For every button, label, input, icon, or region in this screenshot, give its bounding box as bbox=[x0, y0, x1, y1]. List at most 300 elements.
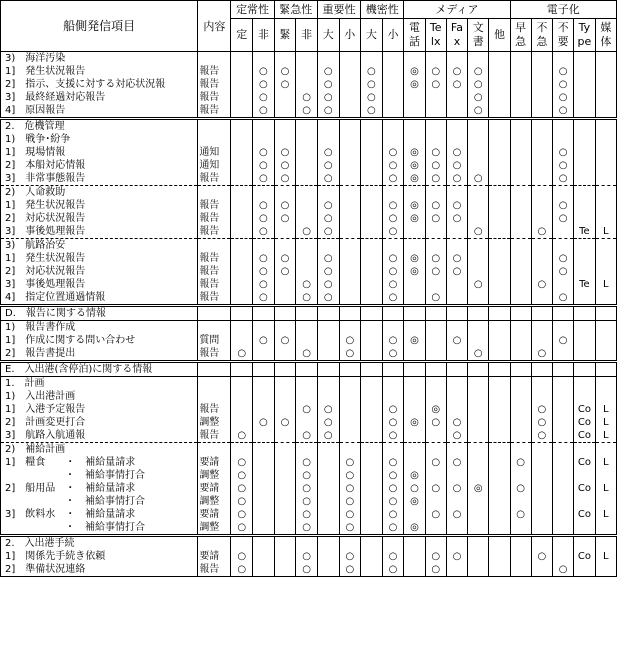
row-item-label: 1) 戦争･紛争 bbox=[1, 133, 198, 146]
row-item-label: 1] 発生状況報告 bbox=[1, 252, 198, 265]
row-mark-cell bbox=[574, 390, 595, 403]
row-mark-cell bbox=[253, 482, 275, 495]
row-mark-cell bbox=[531, 456, 552, 469]
row-item-label: 3) 航路治安 bbox=[1, 239, 198, 253]
row-mark-cell: ○ bbox=[552, 159, 573, 172]
row-mark-cell: ○ bbox=[274, 334, 296, 347]
row-mark-cell bbox=[253, 239, 275, 253]
row-mark-cell bbox=[531, 469, 552, 482]
row-mark-cell bbox=[574, 443, 595, 457]
row-mark-cell bbox=[468, 362, 489, 377]
row-mark-cell: ○ bbox=[296, 347, 318, 362]
row-mark-cell bbox=[595, 563, 616, 577]
row-mark-cell bbox=[468, 416, 489, 429]
row-content-type: 報告 bbox=[198, 104, 231, 119]
row-mark-cell: ○ bbox=[425, 172, 446, 186]
row-mark-cell bbox=[510, 416, 531, 429]
row-mark-cell bbox=[382, 65, 404, 78]
row-mark-cell bbox=[510, 186, 531, 200]
row-mark-cell bbox=[425, 362, 446, 377]
row-mark-cell bbox=[404, 239, 425, 253]
row-content-type bbox=[198, 377, 231, 391]
row-mark-cell: ○ bbox=[253, 91, 275, 104]
row-mark-cell bbox=[595, 306, 616, 321]
row-mark-cell: ○ bbox=[382, 265, 404, 278]
row-item-label: 2] 準備状況連絡 bbox=[1, 563, 198, 577]
row-mark-cell bbox=[531, 521, 552, 536]
row-content-type bbox=[198, 133, 231, 146]
row-mark-cell bbox=[595, 521, 616, 536]
row-mark-cell: ○ bbox=[382, 172, 404, 186]
row-mark-cell bbox=[274, 133, 296, 146]
row-mark-cell bbox=[595, 291, 616, 306]
row-mark-cell bbox=[446, 225, 467, 239]
row-mark-cell bbox=[595, 91, 616, 104]
row-mark-cell bbox=[510, 172, 531, 186]
row-mark-cell bbox=[489, 347, 510, 362]
row-mark-cell bbox=[595, 52, 616, 66]
row-content-type: 要請 bbox=[198, 482, 231, 495]
row-mark-cell bbox=[425, 390, 446, 403]
header-group-importance: 重要性 bbox=[317, 1, 360, 19]
row-mark-cell bbox=[595, 186, 616, 200]
row-mark-cell: ○ bbox=[274, 159, 296, 172]
row-mark-cell bbox=[531, 172, 552, 186]
row-mark-cell bbox=[382, 362, 404, 377]
row-mark-cell bbox=[231, 278, 253, 291]
row-mark-cell bbox=[510, 550, 531, 563]
row-mark-cell: ○ bbox=[446, 429, 467, 443]
row-mark-cell: ○ bbox=[296, 91, 318, 104]
row-mark-cell bbox=[339, 362, 361, 377]
row-mark-cell bbox=[382, 78, 404, 91]
row-mark-cell bbox=[274, 306, 296, 321]
table-row bbox=[1, 291, 617, 306]
row-mark-cell: ○ bbox=[446, 159, 467, 172]
row-mark-cell bbox=[361, 133, 383, 146]
row-mark-cell bbox=[552, 278, 573, 291]
row-mark-cell: ○ bbox=[253, 225, 275, 239]
row-item-label: 2. 入出港手続 bbox=[1, 536, 198, 551]
row-content-type: 調整 bbox=[198, 469, 231, 482]
row-mark-cell bbox=[274, 291, 296, 306]
row-mark-cell: ○ bbox=[317, 104, 339, 119]
row-mark-cell bbox=[317, 482, 339, 495]
row-mark-cell bbox=[404, 321, 425, 335]
row-mark-cell bbox=[510, 199, 531, 212]
row-mark-cell bbox=[446, 377, 467, 391]
row-mark-cell: ◎ bbox=[404, 334, 425, 347]
header-sub-0-0: 定 bbox=[231, 19, 253, 52]
row-mark-cell bbox=[468, 321, 489, 335]
row-mark-cell bbox=[489, 146, 510, 159]
row-mark-cell bbox=[296, 321, 318, 335]
row-mark-cell bbox=[531, 390, 552, 403]
row-mark-cell bbox=[468, 133, 489, 146]
row-content-type: 報告 bbox=[198, 347, 231, 362]
row-mark-cell bbox=[274, 91, 296, 104]
row-content-type: 報告 bbox=[198, 91, 231, 104]
row-mark-cell: ○ bbox=[446, 550, 467, 563]
row-mark-cell: ○ bbox=[382, 521, 404, 536]
row-mark-cell: ○ bbox=[317, 78, 339, 91]
row-mark-cell bbox=[253, 521, 275, 536]
row-mark-cell bbox=[231, 403, 253, 416]
row-mark-cell bbox=[339, 536, 361, 551]
row-mark-cell bbox=[274, 225, 296, 239]
row-mark-cell: ○ bbox=[531, 278, 552, 291]
row-mark-cell bbox=[361, 377, 383, 391]
header-sub-5-1: 不 急 bbox=[531, 19, 552, 52]
row-item-label: 1] 入港予定報告 bbox=[1, 403, 198, 416]
row-mark-cell: ○ bbox=[253, 416, 275, 429]
row-mark-cell bbox=[404, 362, 425, 377]
row-mark-cell bbox=[489, 550, 510, 563]
row-mark-cell bbox=[317, 52, 339, 66]
row-mark-cell bbox=[361, 521, 383, 536]
row-mark-cell bbox=[468, 212, 489, 225]
row-mark-cell bbox=[361, 495, 383, 508]
row-mark-cell: ○ bbox=[425, 416, 446, 429]
row-mark-cell bbox=[296, 252, 318, 265]
header-sub-3-1: 小 bbox=[382, 19, 404, 52]
row-mark-cell bbox=[296, 78, 318, 91]
row-mark-cell: ○ bbox=[446, 146, 467, 159]
row-mark-cell bbox=[296, 536, 318, 551]
row-mark-cell bbox=[510, 521, 531, 536]
row-mark-cell bbox=[253, 469, 275, 482]
row-item-label: 2. 危機管理 bbox=[1, 119, 198, 134]
row-mark-cell bbox=[552, 347, 573, 362]
row-mark-cell bbox=[510, 212, 531, 225]
row-mark-cell bbox=[552, 456, 573, 469]
row-mark-cell bbox=[361, 239, 383, 253]
row-mark-cell: ○ bbox=[274, 199, 296, 212]
row-mark-cell: ○ bbox=[382, 550, 404, 563]
row-item-label: 4] 原因報告 bbox=[1, 104, 198, 119]
row-mark-cell bbox=[253, 495, 275, 508]
row-mark-cell bbox=[317, 521, 339, 536]
row-mark-cell bbox=[489, 225, 510, 239]
row-mark-cell: ○ bbox=[361, 91, 383, 104]
row-mark-cell bbox=[468, 508, 489, 521]
row-mark-cell bbox=[531, 159, 552, 172]
row-mark-cell bbox=[361, 469, 383, 482]
row-mark-cell bbox=[274, 278, 296, 291]
row-mark-cell bbox=[595, 377, 616, 391]
row-content-type: 通知 bbox=[198, 159, 231, 172]
row-mark-cell bbox=[489, 159, 510, 172]
row-mark-cell: ◎ bbox=[404, 495, 425, 508]
row-mark-cell: ○ bbox=[231, 482, 253, 495]
row-mark-cell bbox=[361, 119, 383, 134]
row-mark-cell: ○ bbox=[296, 403, 318, 416]
row-mark-cell bbox=[446, 536, 467, 551]
row-mark-cell bbox=[361, 403, 383, 416]
table-row bbox=[1, 159, 617, 172]
row-mark-cell bbox=[339, 186, 361, 200]
row-mark-cell bbox=[574, 563, 595, 577]
row-mark-cell bbox=[552, 133, 573, 146]
row-mark-cell bbox=[404, 508, 425, 521]
row-mark-cell: ○ bbox=[231, 456, 253, 469]
row-mark-cell: ○ bbox=[425, 78, 446, 91]
row-content-type: 報告 bbox=[198, 403, 231, 416]
table-row bbox=[1, 347, 617, 362]
row-mark-cell bbox=[339, 390, 361, 403]
row-mark-cell bbox=[253, 52, 275, 66]
row-mark-cell bbox=[510, 536, 531, 551]
row-mark-cell bbox=[339, 416, 361, 429]
row-mark-cell bbox=[317, 239, 339, 253]
table-row bbox=[1, 390, 617, 403]
row-mark-cell bbox=[510, 306, 531, 321]
row-mark-cell: ○ bbox=[468, 225, 489, 239]
row-mark-cell: ○ bbox=[339, 347, 361, 362]
row-mark-cell bbox=[361, 416, 383, 429]
row-mark-cell: ○ bbox=[382, 429, 404, 443]
row-mark-cell bbox=[231, 239, 253, 253]
row-mark-cell bbox=[339, 377, 361, 391]
row-mark-cell: ○ bbox=[552, 212, 573, 225]
row-mark-cell bbox=[574, 469, 595, 482]
row-mark-cell bbox=[531, 78, 552, 91]
row-mark-cell bbox=[574, 306, 595, 321]
row-item-label: 2] 報告書提出 bbox=[1, 347, 198, 362]
row-mark-cell bbox=[404, 91, 425, 104]
row-mark-cell bbox=[231, 119, 253, 134]
row-mark-cell: ○ bbox=[231, 429, 253, 443]
row-content-type bbox=[198, 443, 231, 457]
row-mark-cell: ◎ bbox=[404, 159, 425, 172]
row-mark-cell: ○ bbox=[425, 291, 446, 306]
row-mark-cell bbox=[425, 443, 446, 457]
header-sub-1-0: 緊 bbox=[274, 19, 296, 52]
row-mark-cell: ◎ bbox=[404, 252, 425, 265]
row-mark-cell bbox=[382, 91, 404, 104]
row-mark-cell: ○ bbox=[446, 334, 467, 347]
row-mark-cell bbox=[595, 347, 616, 362]
row-mark-cell bbox=[274, 347, 296, 362]
row-mark-cell: ○ bbox=[339, 334, 361, 347]
row-mark-cell: ○ bbox=[317, 278, 339, 291]
row-mark-cell bbox=[446, 563, 467, 577]
row-content-type: 報告 bbox=[198, 212, 231, 225]
row-mark-cell bbox=[361, 443, 383, 457]
row-mark-cell bbox=[446, 321, 467, 335]
row-mark-cell bbox=[489, 65, 510, 78]
row-mark-cell bbox=[296, 159, 318, 172]
header-group-media: メディア bbox=[404, 1, 510, 19]
row-mark-cell bbox=[404, 443, 425, 457]
row-mark-cell: ○ bbox=[531, 347, 552, 362]
row-mark-cell: ○ bbox=[552, 65, 573, 78]
row-mark-cell bbox=[274, 104, 296, 119]
row-item-label: ・ 補給事情打合 bbox=[1, 495, 198, 508]
row-mark-cell bbox=[231, 443, 253, 457]
row-mark-cell bbox=[574, 119, 595, 134]
row-mark-cell bbox=[404, 225, 425, 239]
row-mark-cell bbox=[339, 278, 361, 291]
row-mark-cell bbox=[339, 403, 361, 416]
row-mark-cell bbox=[489, 265, 510, 278]
row-mark-cell: ○ bbox=[425, 508, 446, 521]
row-mark-cell bbox=[231, 225, 253, 239]
row-mark-cell bbox=[339, 212, 361, 225]
row-mark-cell bbox=[253, 403, 275, 416]
row-mark-cell bbox=[531, 265, 552, 278]
row-item-label: 1] 作成に関する問い合わせ bbox=[1, 334, 198, 347]
row-mark-cell bbox=[510, 334, 531, 347]
row-item-label: 1] 発生状況報告 bbox=[1, 199, 198, 212]
row-mark-cell bbox=[382, 186, 404, 200]
row-mark-cell bbox=[274, 443, 296, 457]
row-mark-cell: ◎ bbox=[404, 65, 425, 78]
row-mark-cell bbox=[361, 362, 383, 377]
row-mark-cell: ○ bbox=[531, 225, 552, 239]
row-mark-cell bbox=[468, 403, 489, 416]
row-mark-cell bbox=[253, 362, 275, 377]
row-mark-cell bbox=[552, 225, 573, 239]
row-mark-cell bbox=[531, 334, 552, 347]
row-mark-cell: ○ bbox=[317, 416, 339, 429]
row-mark-cell bbox=[274, 119, 296, 134]
row-item-label: 2) 人命救助 bbox=[1, 186, 198, 200]
row-mark-cell bbox=[253, 186, 275, 200]
row-mark-cell bbox=[361, 456, 383, 469]
row-mark-cell bbox=[231, 52, 253, 66]
row-mark-cell bbox=[274, 456, 296, 469]
row-mark-cell: ◎ bbox=[404, 212, 425, 225]
row-mark-cell bbox=[253, 429, 275, 443]
row-mark-cell: ○ bbox=[296, 563, 318, 577]
row-mark-cell: ○ bbox=[253, 265, 275, 278]
row-mark-cell: ○ bbox=[446, 199, 467, 212]
row-mark-cell: Te bbox=[574, 278, 595, 291]
table-row bbox=[1, 429, 617, 443]
row-mark-cell bbox=[425, 119, 446, 134]
row-mark-cell bbox=[552, 508, 573, 521]
row-mark-cell bbox=[595, 495, 616, 508]
row-mark-cell bbox=[531, 119, 552, 134]
row-content-type: 報告 bbox=[198, 225, 231, 239]
row-mark-cell: Co bbox=[574, 550, 595, 563]
row-mark-cell bbox=[510, 429, 531, 443]
row-mark-cell: ○ bbox=[361, 104, 383, 119]
table-row bbox=[1, 91, 617, 104]
row-mark-cell bbox=[339, 91, 361, 104]
table-row bbox=[1, 416, 617, 429]
row-mark-cell bbox=[425, 225, 446, 239]
row-mark-cell bbox=[361, 563, 383, 577]
row-mark-cell: ○ bbox=[531, 416, 552, 429]
row-mark-cell bbox=[595, 104, 616, 119]
row-mark-cell bbox=[595, 536, 616, 551]
row-mark-cell bbox=[595, 172, 616, 186]
row-mark-cell bbox=[339, 104, 361, 119]
row-mark-cell bbox=[489, 416, 510, 429]
row-mark-cell: ○ bbox=[468, 347, 489, 362]
row-mark-cell bbox=[361, 291, 383, 306]
row-mark-cell bbox=[446, 469, 467, 482]
row-mark-cell: Co bbox=[574, 403, 595, 416]
row-mark-cell bbox=[231, 186, 253, 200]
row-mark-cell bbox=[574, 199, 595, 212]
row-mark-cell bbox=[382, 104, 404, 119]
table-row bbox=[1, 278, 617, 291]
row-mark-cell bbox=[404, 291, 425, 306]
row-mark-cell bbox=[231, 172, 253, 186]
row-mark-cell bbox=[404, 550, 425, 563]
row-mark-cell: ○ bbox=[552, 91, 573, 104]
row-mark-cell bbox=[253, 390, 275, 403]
row-mark-cell bbox=[274, 469, 296, 482]
row-mark-cell bbox=[361, 252, 383, 265]
row-item-label: 3] 事後処理報告 bbox=[1, 225, 198, 239]
row-mark-cell: ○ bbox=[339, 495, 361, 508]
table-row bbox=[1, 469, 617, 482]
row-mark-cell bbox=[468, 536, 489, 551]
row-mark-cell bbox=[274, 239, 296, 253]
row-content-type: 通知 bbox=[198, 146, 231, 159]
row-mark-cell: ◎ bbox=[404, 416, 425, 429]
row-mark-cell bbox=[339, 306, 361, 321]
row-mark-cell bbox=[382, 133, 404, 146]
row-mark-cell bbox=[404, 403, 425, 416]
row-content-type: 報告 bbox=[198, 291, 231, 306]
row-mark-cell: ○ bbox=[339, 550, 361, 563]
row-mark-cell bbox=[404, 306, 425, 321]
row-mark-cell bbox=[231, 91, 253, 104]
row-mark-cell bbox=[382, 443, 404, 457]
row-mark-cell: ○ bbox=[446, 65, 467, 78]
row-mark-cell bbox=[274, 390, 296, 403]
row-mark-cell bbox=[468, 390, 489, 403]
row-mark-cell bbox=[404, 104, 425, 119]
row-mark-cell: ○ bbox=[382, 563, 404, 577]
row-item-label: 3] 飲料水 ・ 補給量請求 bbox=[1, 508, 198, 521]
row-mark-cell: ○ bbox=[382, 508, 404, 521]
row-mark-cell bbox=[489, 443, 510, 457]
row-mark-cell bbox=[361, 225, 383, 239]
row-mark-cell: ○ bbox=[425, 65, 446, 78]
row-mark-cell bbox=[339, 429, 361, 443]
row-mark-cell bbox=[552, 239, 573, 253]
row-mark-cell: ○ bbox=[231, 563, 253, 577]
row-mark-cell: ○ bbox=[552, 265, 573, 278]
row-mark-cell: ○ bbox=[296, 482, 318, 495]
row-mark-cell bbox=[425, 239, 446, 253]
row-mark-cell bbox=[489, 362, 510, 377]
row-mark-cell: ◎ bbox=[425, 403, 446, 416]
row-mark-cell bbox=[552, 321, 573, 335]
header-group-regularity: 定常性 bbox=[231, 1, 274, 19]
row-mark-cell: ○ bbox=[552, 334, 573, 347]
row-mark-cell: ○ bbox=[446, 252, 467, 265]
row-mark-cell bbox=[404, 377, 425, 391]
row-mark-cell bbox=[253, 133, 275, 146]
row-mark-cell: ○ bbox=[317, 172, 339, 186]
row-mark-cell bbox=[468, 265, 489, 278]
row-mark-cell: ○ bbox=[468, 104, 489, 119]
table-row bbox=[1, 146, 617, 159]
row-mark-cell bbox=[317, 563, 339, 577]
row-mark-cell bbox=[317, 469, 339, 482]
row-mark-cell bbox=[510, 563, 531, 577]
row-mark-cell: ○ bbox=[274, 78, 296, 91]
row-mark-cell bbox=[274, 508, 296, 521]
row-content-type: 調整 bbox=[198, 495, 231, 508]
